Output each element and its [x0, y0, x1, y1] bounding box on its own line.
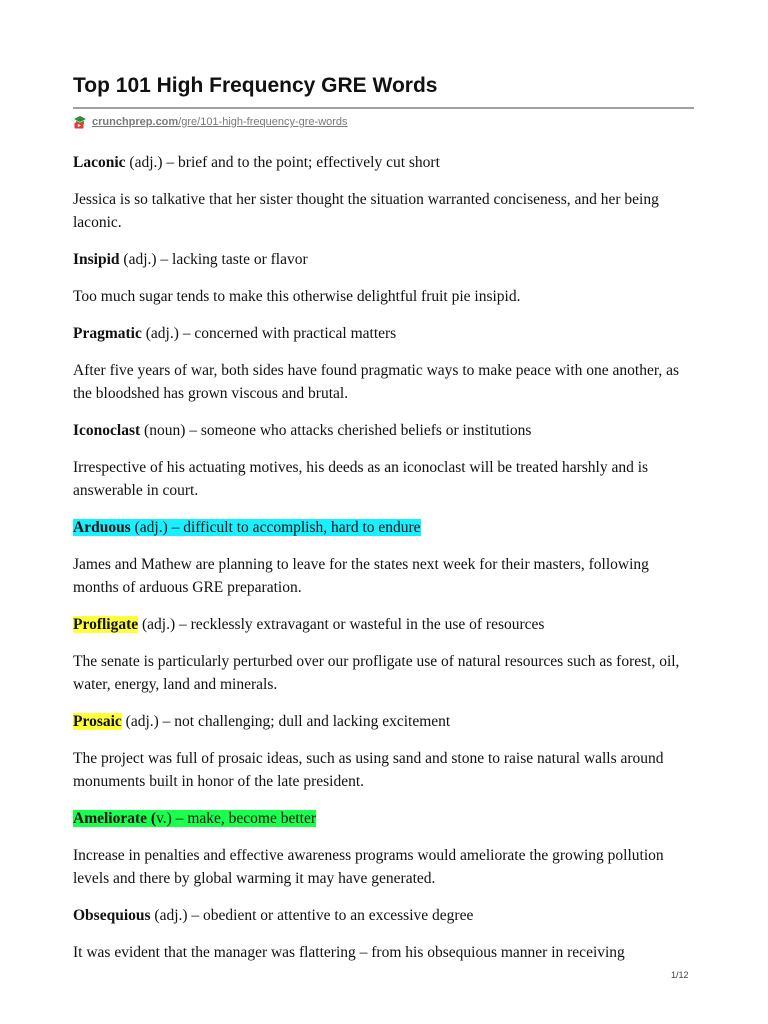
example-sentence: James and Mathew are planning to leave for the states next week for their masters, following months of arduous GRE preparation. [73, 556, 649, 596]
word-definition: v.) – make, become better [156, 810, 317, 827]
word-definition: (adj.) – not challenging; dull and lacking excitement [121, 713, 451, 730]
source-path[interactable]: /gre/101-high-frequency-gre-words [178, 116, 348, 128]
word-definition: (adj.) – brief and to the point; effectively cut short [125, 154, 440, 171]
definition-line [73, 613, 695, 636]
definition-line [73, 710, 695, 733]
example-sentence: The project was full of prosaic ideas, such as using sand and stone to raise natural walls around monuments built in honor of the late president. [73, 750, 664, 790]
word-term-highlighted: Prosaic [73, 713, 122, 730]
definition-line [73, 904, 695, 927]
example-sentence: Too much sugar tends to make this otherwise delightful fruit pie insipid. [73, 288, 521, 305]
crunchprep-favicon-icon [73, 115, 87, 129]
word-term: Pragmatic [73, 325, 142, 342]
word-term: Laconic [73, 154, 126, 171]
cyan-highlight [73, 519, 421, 536]
word-term: Ameliorate ( [73, 810, 157, 827]
word-definition: (adj.) – obedient or attentive to an excessive degree [150, 907, 474, 924]
definition-line-highlighted [73, 516, 695, 539]
definition-line [73, 419, 695, 442]
word-definition: (noun) – someone who attacks cherished beliefs or institutions [140, 422, 532, 439]
word-term: Arduous [73, 519, 131, 536]
word-term: Obsequious [73, 907, 151, 924]
source-domain[interactable]: crunchprep.com [92, 116, 179, 128]
green-highlight [73, 810, 316, 827]
example-sentence: It was evident that the manager was flattering – from his obsequious manner in receiving [73, 944, 625, 961]
page-number: 1/12 [671, 970, 689, 980]
word-list [73, 151, 695, 978]
source-link[interactable] [73, 113, 348, 131]
word-term: Iconoclast [73, 422, 141, 439]
page-title: Top 101 High Frequency GRE Words [73, 74, 438, 97]
word-term: Insipid [73, 251, 120, 268]
definition-line [73, 151, 695, 174]
definition-line [73, 322, 695, 345]
title-divider [73, 107, 694, 109]
word-definition: (adj.) – recklessly extravagant or wasteful in the use of resources [138, 616, 545, 633]
word-definition: (adj.) – lacking taste or flavor [119, 251, 308, 268]
example-sentence: Irrespective of his actuating motives, his deeds as an iconoclast will be treated harshly and is answerable in court. [73, 459, 649, 499]
example-sentence: The senate is particularly perturbed over our profligate use of natural resources such as forest, oil, water, energy, land and minerals. [73, 653, 680, 693]
word-term-highlighted: Profligate [73, 616, 139, 633]
example-sentence: Increase in penalties and effective awareness programs would ameliorate the growing pollution levels and there by global warming it may have generated. [73, 847, 664, 887]
definition-line-highlighted [73, 807, 695, 830]
example-sentence: Jessica is so talkative that her sister thought the situation warranted conciseness, and her being laconic. [73, 191, 659, 231]
word-definition: (adj.) – concerned with practical matters [141, 325, 397, 342]
word-definition: (adj.) – difficult to accomplish, hard to endure [130, 519, 421, 536]
definition-line [73, 248, 695, 271]
example-sentence: After five years of war, both sides have found pragmatic ways to make peace with one another, as the bloodshed has grown viscous and brutal. [73, 362, 680, 402]
